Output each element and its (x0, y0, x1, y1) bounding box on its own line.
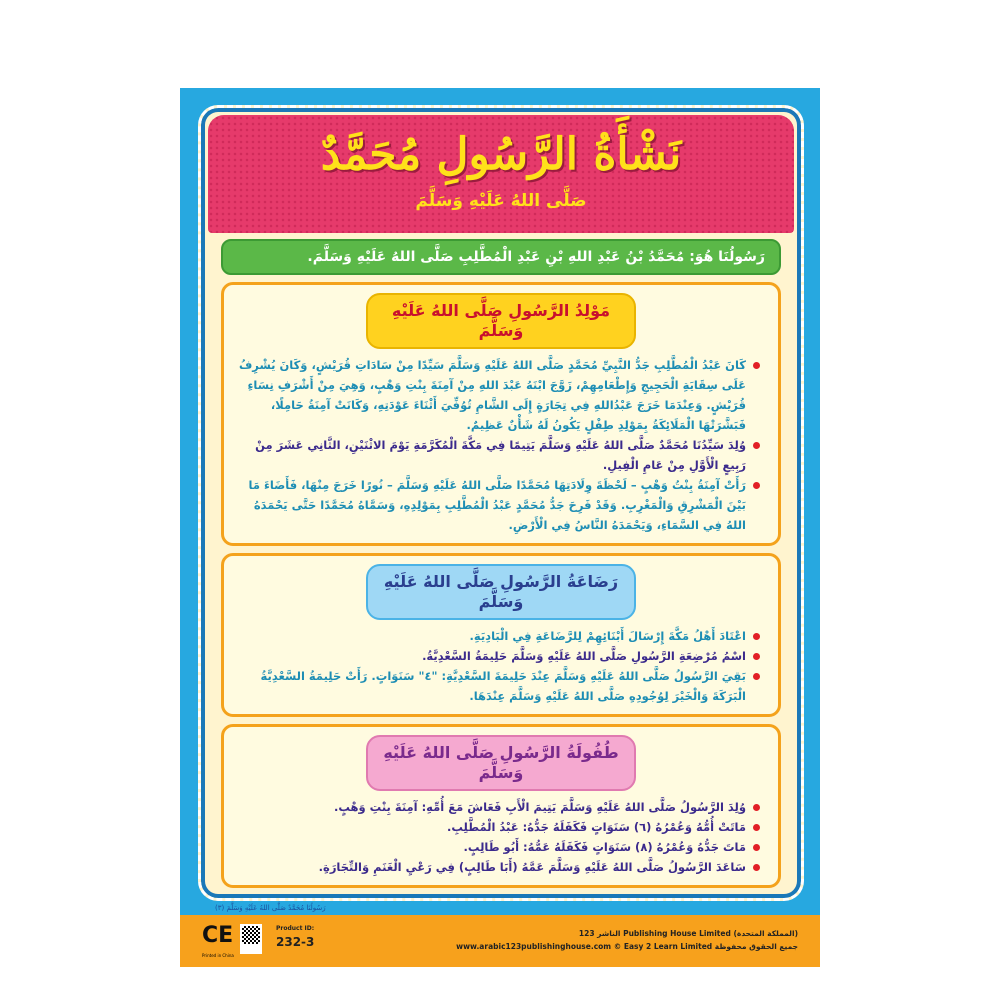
section-title: مَوْلِدُ الرَّسُولِ صَلَّى اللهُ عَلَيْهِ وَسَلَّمَ (366, 293, 636, 349)
page-footnote: رَسُولُنَا مُحَمَّدٌ صَلَّى اللهُ عَلَيْهِ وَسَلَّمَ (٣) (215, 904, 326, 912)
poster-body (180, 88, 820, 915)
list-item: رَأَتْ آمِنَةُ بِنْتُ وَهْبٍ – لَحْظَةَ وِلَادَتِهَا مُحَمَّدًا صَلَّى اللهُ عَلَيْهِ وَسَلَّمَ – نُورًا خَرَجَ مِنْهَا، فَأَضَاءَ مَا بَيْنَ الْمَشْرِقِ وَالْمَغْرِبِ. وَقَدْ فَرِحَ جَدُّ مُحَمَّدٍ عَبْدُ الْمُطَّلِبِ بِمَوْلِدِهِ، وَسَمَّاهُ مُحَمَّدًا حَتَّى يَحْمَدَهُ اللهُ فِي السَّمَاءِ، وَيَحْمَدَهُ النَّاسُ فِي الْأَرْضِ. (238, 475, 760, 535)
page-title: نَشْأَةُ الرَّسُولِ مُحَمَّدٌ (320, 129, 682, 180)
intro-banner: رَسُولُنَا هُوَ: مُحَمَّدُ بْنُ عَبْدِ اللهِ بْنِ عَبْدِ الْمُطَّلِبِ صَلَّى اللهُ عَلَيْهِ وَسَلَّمَ. (221, 239, 781, 275)
ce-mark: CE (202, 923, 234, 948)
product-id: 232-3 (276, 935, 315, 949)
list-item: مَاتَ جَدُّهُ وَعُمْرُهُ (٨) سَنَوَاتٍ فَكَفَلَهُ عَمُّهُ: أَبُو طَالِبٍ. (238, 837, 760, 857)
list-item: اسْمُ مُرْضِعَةِ الرَّسُولِ صَلَّى اللهُ عَلَيْهِ وَسَلَّمَ حَلِيمَةُ السَّعْدِيَّةُ. (238, 646, 760, 666)
poster (180, 88, 820, 967)
list-item: وُلِدَ سَيِّدُنَا مُحَمَّدٌ صَلَّى اللهُ عَلَيْهِ وَسَلَّمَ يَتِيمًا فِي مَكَّةَ الْمُكَرَّمَةِ يَوْمَ الاثْنَيْنِ، الثَّانِي عَشَرَ مِنْ رَبِيعٍ الْأَوَّلِ مِنْ عَامِ الْفِيلِ. (238, 435, 760, 475)
section-title: رَضَاعَةُ الرَّسُولِ صَلَّى اللهُ عَلَيْهِ وَسَلَّمَ (366, 564, 636, 620)
title-banner (208, 115, 794, 233)
product-id-label: Product ID: (276, 925, 315, 932)
rights: www.arabic123publishinghouse.com © Easy 2 Learn Limited جميع الحقوق محفوظة (456, 942, 798, 951)
list-item: اعْتَادَ أَهْلُ مَكَّةَ إِرْسَالَ أَبْنَائِهِمْ لِلرَّضَاعَةِ فِي الْبَادِيَةِ. (238, 626, 760, 646)
section-childhood (221, 724, 781, 888)
qr-code-icon (240, 924, 262, 954)
list-item: وُلِدَ الرَّسُولُ صَلَّى اللهُ عَلَيْهِ وَسَلَّمَ يَتِيمَ الْأَبِ فَعَاشَ مَعَ أُمِّهِ: آمِنَةَ بِنْتِ وَهْبٍ. (238, 797, 760, 817)
list-item: مَاتَتْ أُمُّهُ وَعُمْرُهُ (٦) سَنَوَاتٍ فَكَفَلَهُ جَدُّهُ: عَبْدُ الْمُطَّلِبِ. (238, 817, 760, 837)
publisher: الناشر 123 Publishing House Limited (المملكة المتحدة) (578, 929, 798, 938)
content-frame (198, 105, 804, 901)
publisher-info (398, 927, 798, 953)
list-item: بَقِيَ الرَّسُولُ صَلَّى اللهُ عَلَيْهِ وَسَلَّمَ عِنْدَ حَلِيمَةَ السَّعْدِيَّةِ: "٤" سَنَوَاتٍ. رَأَتْ حَلِيمَةُ السَّعْدِيَّةُ الْبَرَكَةَ وَالْخَيْرَ لِوُجُودِهِ صَلَّى اللهُ عَلَيْهِ وَسَلَّمَ عِنْدَهَا. (238, 666, 760, 706)
list-item: سَاعَدَ الرَّسُولُ صَلَّى اللهُ عَلَيْهِ وَسَلَّمَ عَمَّهُ (أَبَا طَالِبٍ) فِي رَعْيِ الْغَنَمِ وَالتِّجَارَةِ. (238, 857, 760, 877)
section-title: طُفُولَةُ الرَّسُولِ صَلَّى اللهُ عَلَيْهِ وَسَلَّمَ (366, 735, 636, 791)
footer (180, 915, 820, 967)
list-item: كَانَ عَبْدُ الْمُطَّلِبِ جَدُّ النَّبِيِّ مُحَمَّدٍ صَلَّى اللهُ عَلَيْهِ وَسَلَّمَ سَيِّدًا مِنْ سَادَاتِ قُرَيْشٍ، وَكَانَ يُشْرِفُ عَلَى سِقَايَةِ الْحَجِيجِ وَإِطْعَامِهِمْ، زَوَّجَ ابْنَهُ عَبْدَ اللهِ مِنْ آمِنَةَ بِنْتِ وَهْبٍ، وَهِيَ مِنْ أَشْرَفِ نِسَاءِ قُرَيْشٍ. وَعِنْدَمَا خَرَجَ عَبْدُاللهِ فِي تِجَارَةٍ إِلَى الشَّامِ تُوُفِّيَ أَثْنَاءَ عَوْدَتِهِ، وَكَانَتْ آمِنَةُ حَامِلًا، فَبَشَّرَتْهَا الْمَلَائِكَةُ بِمَوْلِدِ طِفْلٍ يَكُونُ لَهُ شَأْنٌ عَظِيمٌ. (238, 355, 760, 435)
page-subtitle: صَلَّى اللهُ عَلَيْهِ وَسَلَّمَ (415, 191, 587, 211)
section-birth (221, 282, 781, 546)
section-nursing (221, 553, 781, 717)
made-in-label: Printed in China (202, 953, 234, 958)
